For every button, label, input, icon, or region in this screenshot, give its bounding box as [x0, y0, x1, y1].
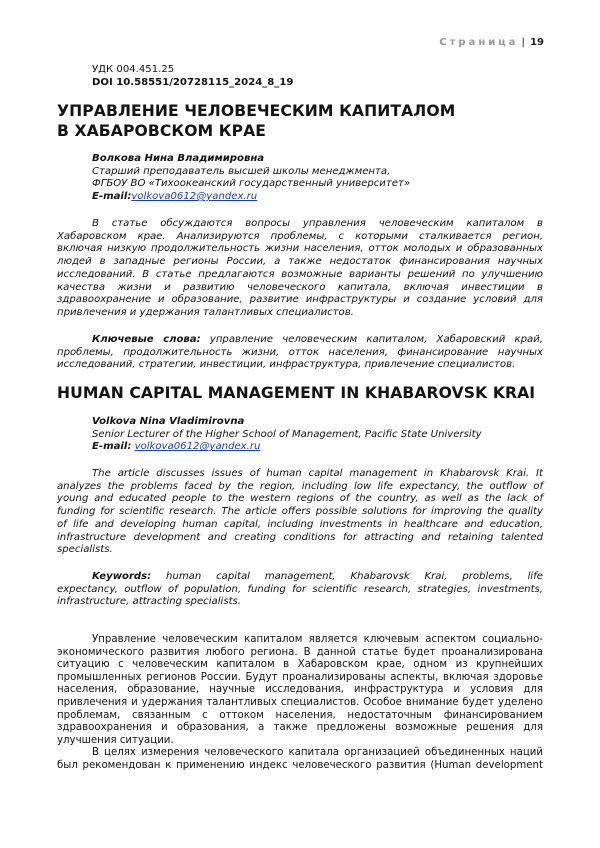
- abstract-en-line: specialists.: [57, 544, 113, 556]
- abstract-en-line: analyzes the problems faced by the region, including low life expectancy, the outflow of: [57, 480, 543, 492]
- abstract-en-line: funding for scientific research. The article offers possible solutions for improving the quality: [57, 506, 543, 518]
- author-position-ru: Старший преподаватель высшей школы менеджмента,: [92, 165, 391, 177]
- abstract-ru-line: здравоохранение и образование, развитие инфраструктуры и создание условий для: [57, 294, 543, 306]
- email-label-en: E-mail:: [92, 441, 132, 453]
- body-line: проблемам, связанным с оттоком населения, недостаточным финансированием: [57, 709, 543, 721]
- article-meta: [92, 64, 542, 89]
- title-en: [57, 384, 535, 404]
- body-line: населения, образование, научные исследования, инфраструктура и условия для: [57, 684, 543, 696]
- body-line: промышленных регионов России. Будут проанализированы аспекты, включая здоровье: [57, 671, 543, 683]
- abstract-en-line: infrastructure development and creating conditions for attracting and retaining talented: [57, 531, 543, 543]
- author-name-en: Volkova Nina Vladimirovna: [92, 416, 245, 427]
- body-line: привлечения и удержания талантливых специалистов. Особое внимание будет уделено: [57, 696, 543, 708]
- author-position-en: Senior Lecturer of the Higher School of Management, Pacific State University: [92, 428, 482, 440]
- udk-code: УДК 004.451.25: [92, 64, 175, 75]
- keywords-en-line: infrastructure, attracting specialists.: [57, 596, 242, 608]
- abstract-en-line: of life and developing human capital, including investments in healthcare and education,: [57, 518, 543, 530]
- title-ru-line-2: В ХАБАРОВСКОМ КРАЕ: [57, 121, 267, 140]
- body-line: Управление человеческим капиталом является ключевым аспектом социально-: [92, 634, 543, 645]
- keywords-ru-line: [57, 334, 543, 347]
- body-line: улучшения ситуации.: [57, 734, 174, 746]
- abstract-ru: [57, 218, 543, 320]
- keywords-en-line: [57, 571, 543, 584]
- abstract-ru-line: исследований. В статье предлагаются возможные варианты решений по улучшению: [57, 268, 543, 280]
- page-header: [439, 37, 544, 48]
- email-label-ru: E-mail:: [92, 191, 132, 203]
- keywords-ru-line: проблемы, продолжительность жизни, отток населения, финансирование научных: [57, 346, 543, 358]
- abstract-ru-line: В статье обсуждаются вопросы управления человеческим капиталом в: [92, 218, 543, 229]
- doi-code: DOI 10.58551/20728115_2024_8_19: [92, 76, 294, 88]
- keywords-ru-text: управление человеческим капиталом, Хабаровский край,: [200, 334, 543, 345]
- body-line: был рекомендован к применению индекс человеческого развития (Human development: [57, 759, 543, 771]
- keywords-en-line: expectancy, outflow of population, funding for scientific research, strategies, investments,: [57, 583, 543, 595]
- body-line: здравоохранения и образования, а также предложены возможные решения для: [57, 722, 543, 734]
- page-label: Страница: [439, 37, 519, 48]
- keywords-en-label: Keywords:: [92, 571, 152, 582]
- body-line: ситуацию с человеческим капиталом в Хабаровском крае, одном из крупнейших: [57, 659, 543, 671]
- abstract-ru-line: Хабаровском крае. Анализируются проблемы, с которыми сталкивается регион,: [57, 230, 543, 242]
- title-ru-line-1: УПРАВЛЕНИЕ ЧЕЛОВЕЧЕСКИМ КАПИТАЛОМ: [57, 102, 456, 120]
- abstract-ru-line: качества жизни и развитию человеческого капитала, включая инвестиции в: [57, 281, 543, 293]
- keywords-en: [57, 571, 543, 609]
- keywords-en-text: human capital management, Khabarovsk Krai, problems, life: [151, 571, 543, 582]
- page-number: 19: [530, 37, 544, 48]
- email-link-ru[interactable]: volkova0612@yandex.ru: [131, 191, 258, 203]
- title-en-line: HUMAN CAPITAL MANAGEMENT IN KHABAROVSK KRAI: [57, 384, 536, 402]
- body-line: экономического развития любого региона. В данной статье будет проанализирована: [57, 646, 543, 658]
- abstract-ru-line: людей в западные регионы России, а также недостаток финансирования научных: [57, 256, 543, 268]
- abstract-en-line: The article discusses issues of human capital management in Khabarovsk Krai. It: [92, 468, 543, 479]
- abstract-ru-line: привлечения и удержания талантливых специалистов.: [57, 306, 354, 318]
- title-ru: [57, 102, 455, 141]
- author-en: [92, 416, 542, 454]
- keywords-ru-line: исследований, стратегии, инвестиции, инфраструктура, привлечение специалистов.: [57, 359, 516, 371]
- header-separator: |: [521, 37, 526, 48]
- keywords-ru: [57, 334, 543, 372]
- abstract-en: [57, 468, 543, 557]
- author-ru: [92, 153, 542, 204]
- body-line: В целях измерения человеческого капитала организацией объединенных наций: [92, 747, 543, 759]
- author-name-ru: Волкова Нина Владимировна: [92, 153, 265, 164]
- abstract-en-line: young and educated people to the western regions of the country, as well as the lack of: [57, 493, 543, 505]
- author-org-ru: ФГБОУ ВО «Тихоокеанский государственный университет»: [92, 178, 411, 190]
- keywords-ru-label: Ключевые слова:: [92, 334, 201, 345]
- abstract-ru-line: включая низкую продолжительность жизни населения, отток молодых и образованных: [57, 243, 543, 255]
- body-text: [57, 634, 543, 773]
- email-link-en[interactable]: volkova0612@yandex.ru: [134, 441, 261, 453]
